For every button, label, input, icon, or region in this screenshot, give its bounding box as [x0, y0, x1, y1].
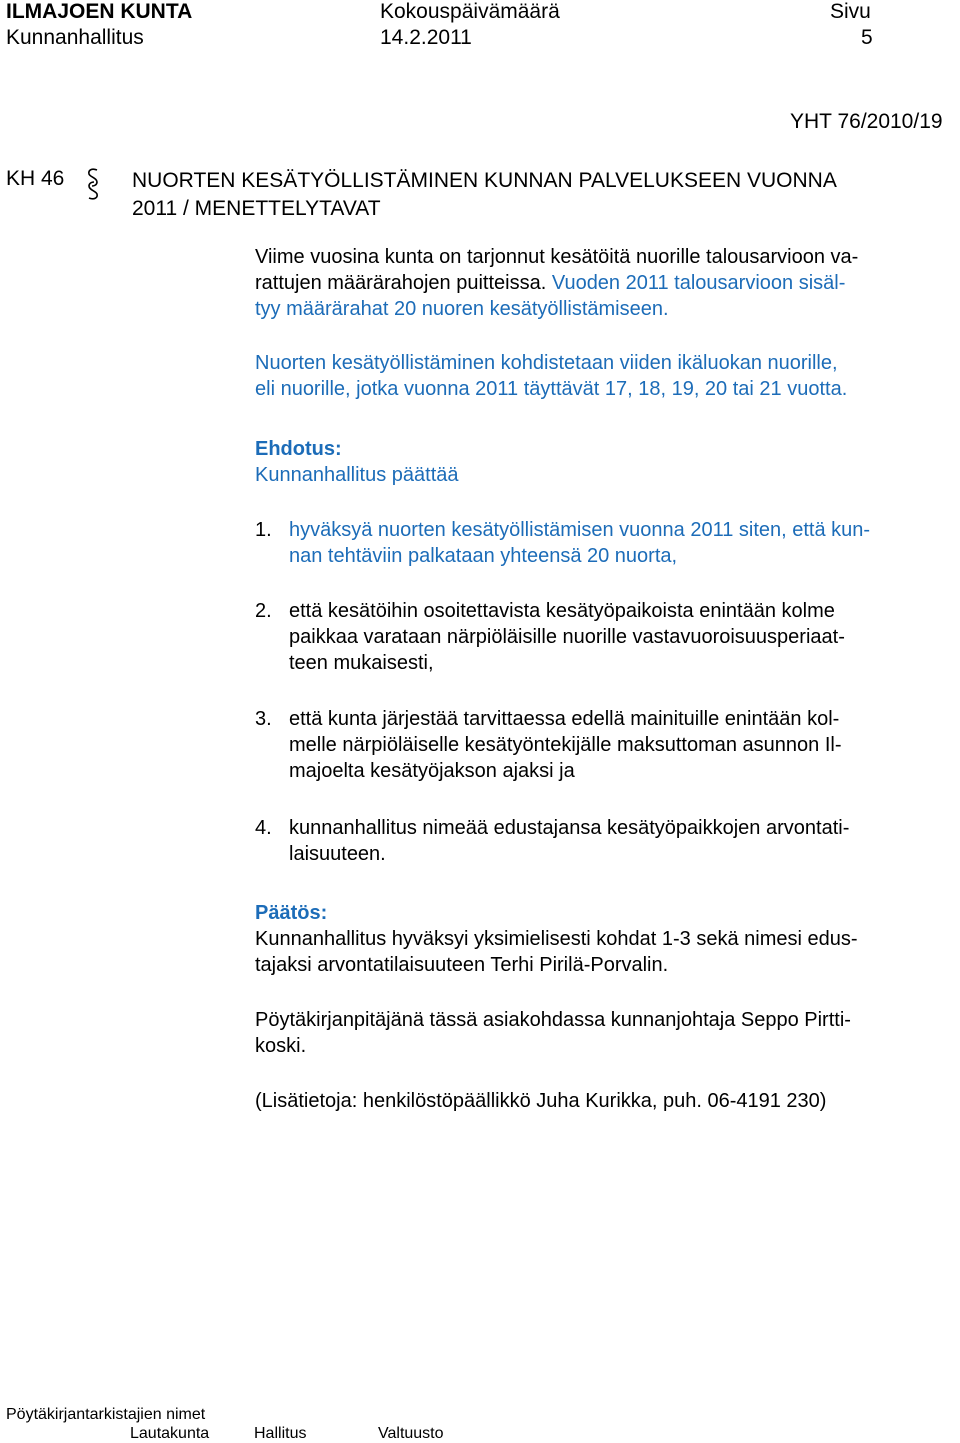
- proposal-heading: Ehdotus:: [255, 438, 342, 460]
- item-number: 2.: [255, 600, 272, 622]
- intro-line: [255, 270, 955, 296]
- item-line: kunnanhallitus nimeää edustajansa kesätyöpaikkojen arvontati-: [289, 817, 850, 839]
- section-number: KH 46: [6, 167, 65, 190]
- proposal-item-3: [255, 706, 955, 784]
- section-title-line-2: 2011 / MENETTELYTAVAT: [132, 197, 381, 220]
- item-number: 1.: [255, 519, 272, 541]
- proposal-section: [255, 436, 955, 488]
- proposal-lead: Kunnanhallitus päättää: [255, 464, 459, 486]
- page-label: Sivu: [830, 0, 871, 23]
- body-name: Kunnanhallitus: [6, 26, 144, 49]
- organization-name: ILMAJOEN KUNTA: [6, 0, 193, 23]
- decision-heading: Päätös:: [255, 902, 328, 924]
- intro-line: tyy määrärahat 20 nuoren kesätyöllistämiseen.: [255, 298, 669, 320]
- meeting-date: 14.2.2011: [380, 26, 472, 49]
- info-note: [255, 1088, 955, 1114]
- footer-body-valtuusto: Valtuusto: [378, 1425, 444, 1442]
- section-title-line-1: NUORTEN KESÄTYÖLLISTÄMINEN KUNNAN PALVELUKSEEN VUONNA: [132, 169, 837, 192]
- intro-line: Nuorten kesätyöllistäminen kohdistetaan viiden ikäluokan nuorille,: [255, 352, 838, 374]
- intro-line-part-highlight: Vuoden 2011 talousarvioon sisäl-: [551, 272, 846, 294]
- intro-line: Viime vuosina kunta on tarjonnut kesätöitä nuorille talousarvioon va-: [255, 246, 859, 268]
- item-line: nan tehtäviin palkataan yhteensä 20 nuorta,: [289, 545, 678, 567]
- item-line: paikkaa varataan närpiöläisille nuorille vastavuoroisuusperiaat-: [289, 626, 845, 648]
- decision-line: Kunnanhallitus hyväksyi yksimielisesti kohdat 1-3 sekä nimesi edus-: [255, 928, 858, 950]
- page-number: 5: [861, 26, 873, 49]
- item-line: laisuuteen.: [289, 843, 386, 865]
- footer-checkers-label: Pöytäkirjantarkistajien nimet: [6, 1406, 206, 1423]
- proposal-item-4: [255, 815, 955, 867]
- section-title: [132, 167, 942, 223]
- footer-body-hallitus: Hallitus: [254, 1425, 307, 1442]
- decision-line: tajaksi arvontatilaisuuteen Terhi Pirilä-Porvalin.: [255, 954, 669, 976]
- proposal-item-2: [255, 598, 955, 676]
- item-line: teen mukaisesti,: [289, 652, 434, 674]
- intro-paragraph-2: [255, 350, 955, 402]
- paragraph-icon: [86, 167, 100, 207]
- info-line: (Lisätietoja: henkilöstöpäällikkö Juha Kurikka, puh. 06-4191 230): [255, 1090, 827, 1112]
- intro-paragraph-1: [255, 244, 955, 322]
- intro-line-part: rattujen määrärahojen puitteissa.: [255, 272, 552, 294]
- secretary-line: koski.: [255, 1035, 307, 1057]
- meeting-date-label: Kokouspäivämäärä: [380, 0, 560, 23]
- secretary-line: Pöytäkirjanpitäjänä tässä asiakohdassa kunnanjohtaja Seppo Pirtti-: [255, 1009, 851, 1031]
- item-line: että kesätöihin osoitettavista kesätyöpaikoista enintään kolme: [289, 600, 835, 622]
- item-number: 3.: [255, 708, 272, 730]
- decision-section: [255, 900, 955, 978]
- item-number: 4.: [255, 817, 272, 839]
- item-line: melle närpiöläiselle kesätyöntekijälle maksuttoman asunnon Il-: [289, 734, 842, 756]
- intro-line: eli nuorille, jotka vuonna 2011 täyttävät 17, 18, 19, 20 tai 21 vuotta.: [255, 378, 848, 400]
- case-reference: YHT 76/2010/19: [790, 110, 943, 133]
- item-line: että kunta järjestää tarvittaessa edellä mainituille enintään kol-: [289, 708, 840, 730]
- item-line: majoelta kesätyöjakson ajaksi ja: [289, 760, 575, 782]
- proposal-item-1: [255, 517, 955, 569]
- item-line: hyväksyä nuorten kesätyöllistämisen vuonna 2011 siten, että kun-: [289, 519, 871, 541]
- footer-body-lautakunta: Lautakunta: [130, 1425, 210, 1442]
- secretary-note: [255, 1007, 955, 1059]
